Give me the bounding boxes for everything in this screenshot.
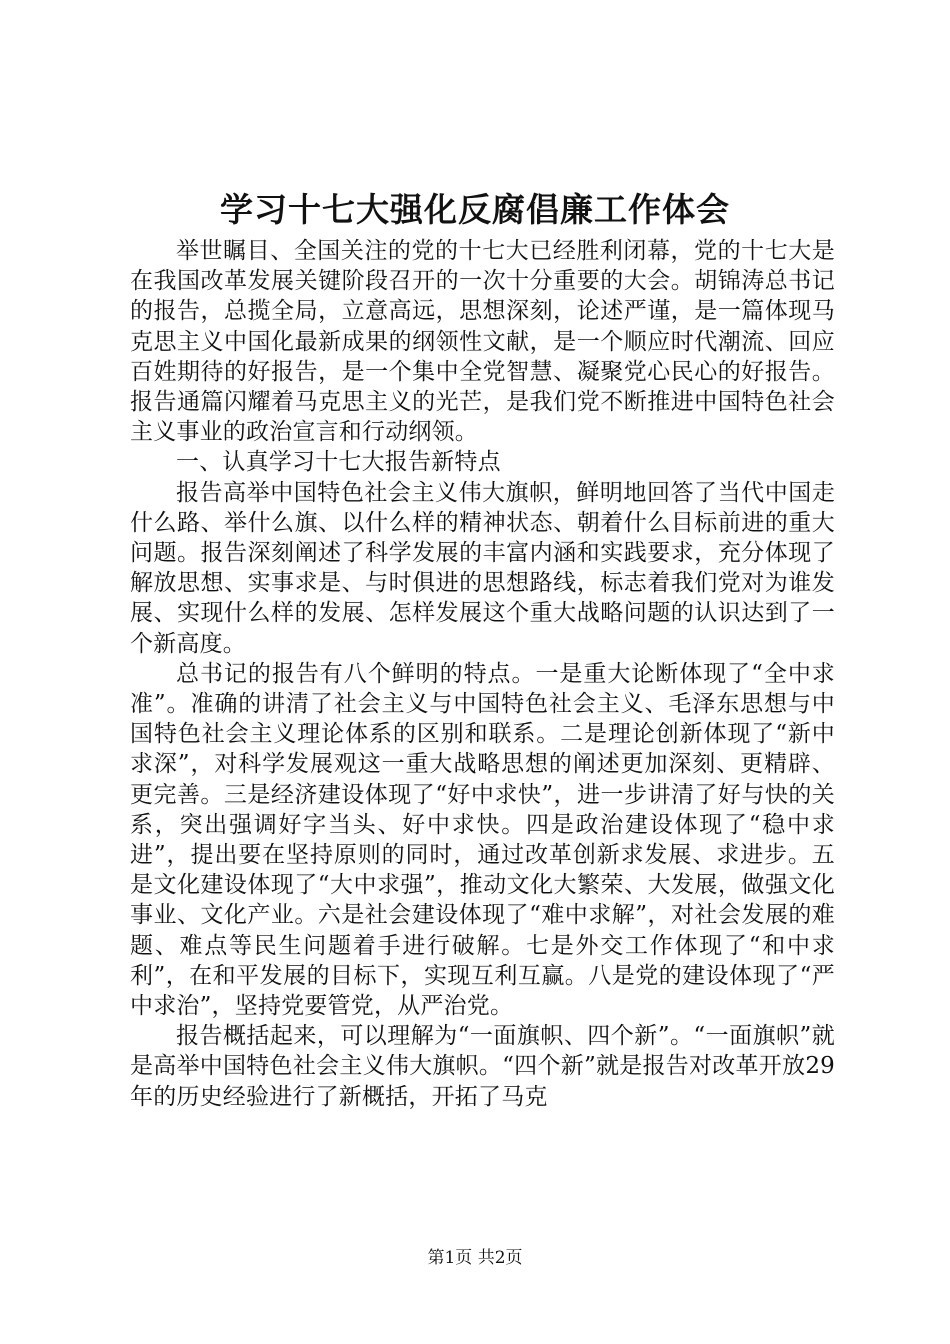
document-title: 学习十七大强化反腐倡廉工作体会 <box>220 190 730 229</box>
page-number-footer: 第1页 共2页 <box>427 1248 523 1268</box>
paragraph-summary: 报告概括起来，可以理解为“一面旗帜、四个新”。“一面旗帜”就是高举中国特色社会主义伟大旗帜。“四个新”就是报告对改革开放29年的历史经验进行了新概括，开拓了马克 <box>130 1023 835 1110</box>
paragraph-report-banner: 报告高举中国特色社会主义伟大旗帜，鲜明地回答了当代中国走什么路、举什么旗、以什么样的精神状态、朝着什么目标前进的重大问题。报告深刻阐述了科学发展的丰富内涵和实践要求，充分体现了解放思想、实事求是、与时俱进的思想路线，标志着我们党对为谁发展、实现什么样的发展、怎样发展这个重大战略问题的认识达到了一个新高度。 <box>130 479 835 657</box>
paragraph-intro: 举世瞩目、全国关注的党的十七大已经胜利闭幕，党的十七大是在我国改革发展关键阶段召开的一次十分重要的大会。胡锦涛总书记的报告，总揽全局，立意高远，思想深刻，论述严谨，是一篇体现马克思主义中国化最新成果的纲领性文献，是一个顺应时代潮流、回应百姓期待的好报告，是一个集中全党智慧、凝聚党心民心的好报告。报告通篇闪耀着马克思主义的光芒，是我们党不断推进中国特色社会主义事业的政治宣言和行动纲领。 <box>130 238 835 446</box>
document-body <box>130 236 835 1112</box>
section-heading-1: 一、认真学习十七大报告新特点 <box>176 449 501 476</box>
paragraph-eight-features: 总书记的报告有八个鲜明的特点。一是重大论断体现了“全中求准”。准确的讲清了社会主义与中国特色社会主义、毛泽东思想与中国特色社会主义理论体系的区别和联系。二是理论创新体现了“新中求深”，对科学发展观这一重大战略思想的阐述更加深刻、更精辟、更完善。三是经济建设体现了“好中求快”，进一步讲清了好与快的关系，突出强调好字当头、好中求快。四是政治建设体现了“稳中求进”，提出要在坚持原则的同时，通过改革创新求发展、求进步。五是文化建设体现了“大中求强”，推动文化大繁荣、大发展，做强文化事业、文化产业。六是社会建设体现了“难中求解”，对社会发展的难题、难点等民生问题着手进行破解。七是外交工作体现了“和中求利”，在和平发展的目标下，实现互利互赢。八是党的建设体现了“严中求治”，坚持党要管党，从严治党。 <box>130 660 835 1020</box>
